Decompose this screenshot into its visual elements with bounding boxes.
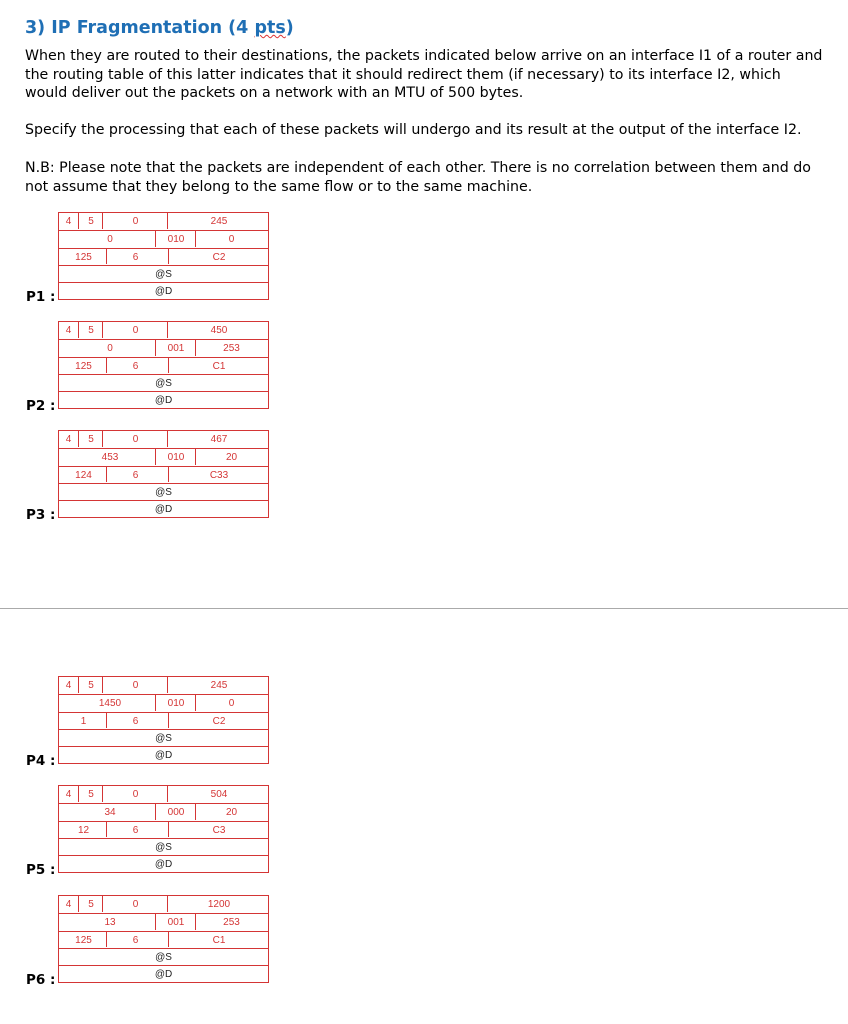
header-row-divider bbox=[59, 500, 268, 501]
field-flags: 010 bbox=[167, 698, 185, 709]
field-version: 4 bbox=[65, 216, 72, 227]
header-row-divider bbox=[59, 339, 268, 340]
header-row-divider bbox=[59, 855, 268, 856]
field-identification: 1450 bbox=[98, 698, 122, 709]
field-identification: 453 bbox=[101, 452, 119, 463]
section-title bbox=[25, 18, 294, 38]
ip-header-diagram bbox=[58, 895, 269, 983]
field-source: @S bbox=[155, 487, 172, 498]
field-version: 4 bbox=[65, 325, 72, 336]
field-ttl: 125 bbox=[75, 361, 92, 372]
field-flags: 001 bbox=[167, 917, 185, 928]
packet-label: P6 : bbox=[26, 972, 56, 988]
field-checksum: C1 bbox=[212, 935, 226, 946]
header-row-divider bbox=[59, 374, 268, 375]
ip-header-diagram bbox=[58, 430, 269, 518]
field-ihl: 5 bbox=[88, 789, 94, 800]
field-identification: 34 bbox=[104, 807, 116, 818]
field-tos: 0 bbox=[132, 216, 139, 227]
field-fragment-offset: 0 bbox=[228, 698, 235, 709]
header-row-divider bbox=[59, 448, 268, 449]
header-row-divider bbox=[59, 391, 268, 392]
field-protocol: 6 bbox=[132, 361, 139, 372]
ip-header-diagram bbox=[58, 321, 269, 409]
field-total-length: 1200 bbox=[207, 899, 231, 910]
packet-label: P5 : bbox=[26, 862, 56, 878]
field-ttl: 1 bbox=[80, 716, 87, 727]
field-version: 4 bbox=[65, 789, 72, 800]
ip-header-diagram bbox=[58, 676, 269, 764]
field-destination: @D bbox=[154, 859, 173, 870]
header-row-divider bbox=[59, 931, 268, 932]
field-fragment-offset: 20 bbox=[225, 807, 238, 818]
field-ttl: 125 bbox=[75, 935, 92, 946]
field-source: @S bbox=[155, 378, 172, 389]
header-row-divider bbox=[59, 230, 268, 231]
header-row-divider bbox=[59, 821, 268, 822]
field-identification: 0 bbox=[107, 234, 113, 245]
field-identification: 13 bbox=[104, 917, 116, 928]
ip-header-diagram bbox=[58, 785, 269, 873]
field-protocol: 6 bbox=[132, 825, 139, 836]
header-field-divider bbox=[78, 786, 79, 802]
field-source: @S bbox=[155, 952, 172, 963]
title-pts: pts bbox=[254, 18, 286, 38]
field-total-length: 450 bbox=[210, 325, 228, 336]
page-divider bbox=[0, 608, 848, 609]
title-text: 3) IP Fragmentation (4 bbox=[25, 18, 255, 38]
field-ihl: 5 bbox=[88, 899, 94, 910]
header-field-divider bbox=[78, 431, 79, 447]
header-row-divider bbox=[59, 803, 268, 804]
field-tos: 0 bbox=[132, 789, 139, 800]
header-row-divider bbox=[59, 913, 268, 914]
field-destination: @D bbox=[154, 286, 173, 297]
field-checksum: C33 bbox=[209, 470, 229, 481]
field-ihl: 5 bbox=[88, 325, 94, 336]
field-protocol: 6 bbox=[132, 470, 139, 481]
field-source: @S bbox=[155, 842, 172, 853]
field-protocol: 6 bbox=[132, 716, 139, 727]
field-checksum: C1 bbox=[212, 361, 226, 372]
packet-label: P3 : bbox=[26, 507, 56, 523]
field-tos: 0 bbox=[132, 680, 139, 691]
field-ttl: 12 bbox=[77, 825, 90, 836]
ip-header-diagram bbox=[58, 212, 269, 300]
field-total-length: 504 bbox=[210, 789, 228, 800]
field-source: @S bbox=[155, 733, 172, 744]
field-tos: 0 bbox=[132, 434, 139, 445]
title-end: ) bbox=[285, 18, 294, 38]
field-flags: 001 bbox=[167, 343, 185, 354]
header-row-divider bbox=[59, 746, 268, 747]
header-row-divider bbox=[59, 282, 268, 283]
header-field-divider bbox=[78, 213, 79, 229]
packet-label: P1 : bbox=[26, 289, 56, 305]
field-checksum: C3 bbox=[212, 825, 226, 836]
header-field-divider bbox=[78, 896, 79, 912]
packet-label: P2 : bbox=[26, 398, 56, 414]
field-fragment-offset: 253 bbox=[223, 917, 240, 928]
field-protocol: 6 bbox=[132, 252, 139, 263]
field-protocol: 6 bbox=[132, 935, 139, 946]
field-fragment-offset: 0 bbox=[228, 234, 235, 245]
field-tos: 0 bbox=[132, 899, 139, 910]
field-source: @S bbox=[155, 269, 172, 280]
header-row-divider bbox=[59, 838, 268, 839]
field-ttl: 124 bbox=[75, 470, 92, 481]
field-checksum: C2 bbox=[212, 252, 226, 263]
field-fragment-offset: 20 bbox=[225, 452, 238, 463]
header-row-divider bbox=[59, 265, 268, 266]
field-destination: @D bbox=[154, 969, 173, 980]
field-version: 4 bbox=[65, 434, 72, 445]
header-row-divider bbox=[59, 729, 268, 730]
field-total-length: 245 bbox=[210, 680, 228, 691]
header-row-divider bbox=[59, 466, 268, 467]
packet-label: P4 : bbox=[26, 753, 56, 769]
field-flags: 010 bbox=[167, 452, 185, 463]
field-total-length: 245 bbox=[210, 216, 228, 227]
field-checksum: C2 bbox=[212, 716, 226, 727]
field-destination: @D bbox=[154, 395, 173, 406]
field-flags: 010 bbox=[167, 234, 185, 245]
header-row-divider bbox=[59, 712, 268, 713]
header-row-divider bbox=[59, 694, 268, 695]
task-paragraph: Specify the processing that each of these packets will undergo and its result at the output of the interface I2. bbox=[25, 122, 802, 138]
field-ttl: 125 bbox=[75, 252, 92, 263]
field-destination: @D bbox=[154, 504, 173, 515]
field-ihl: 5 bbox=[88, 216, 94, 227]
header-row-divider bbox=[59, 948, 268, 949]
field-ihl: 5 bbox=[88, 680, 94, 691]
intro-paragraph: When they are routed to their destinations, the packets indicated below arrive on an interface I1 of a router and the routing table of this latter indicates that it should redirect them (if necessary) to its interface I2, which would deliver out the packets on a network with an MTU of 500 bytes. bbox=[25, 48, 823, 101]
field-tos: 0 bbox=[132, 325, 139, 336]
field-identification: 0 bbox=[107, 343, 113, 354]
header-field-divider bbox=[78, 322, 79, 338]
field-version: 4 bbox=[65, 680, 72, 691]
header-field-divider bbox=[78, 677, 79, 693]
header-row-divider bbox=[59, 483, 268, 484]
field-ihl: 5 bbox=[88, 434, 94, 445]
field-fragment-offset: 253 bbox=[223, 343, 240, 354]
header-row-divider bbox=[59, 357, 268, 358]
header-row-divider bbox=[59, 248, 268, 249]
field-flags: 000 bbox=[167, 807, 185, 818]
field-total-length: 467 bbox=[210, 434, 228, 445]
note-paragraph: N.B: Please note that the packets are independent of each other. There is no correlation between them and do not assume that they belong to the same flow or to the same machine. bbox=[25, 160, 811, 195]
field-version: 4 bbox=[65, 899, 72, 910]
field-destination: @D bbox=[154, 750, 173, 761]
header-row-divider bbox=[59, 965, 268, 966]
